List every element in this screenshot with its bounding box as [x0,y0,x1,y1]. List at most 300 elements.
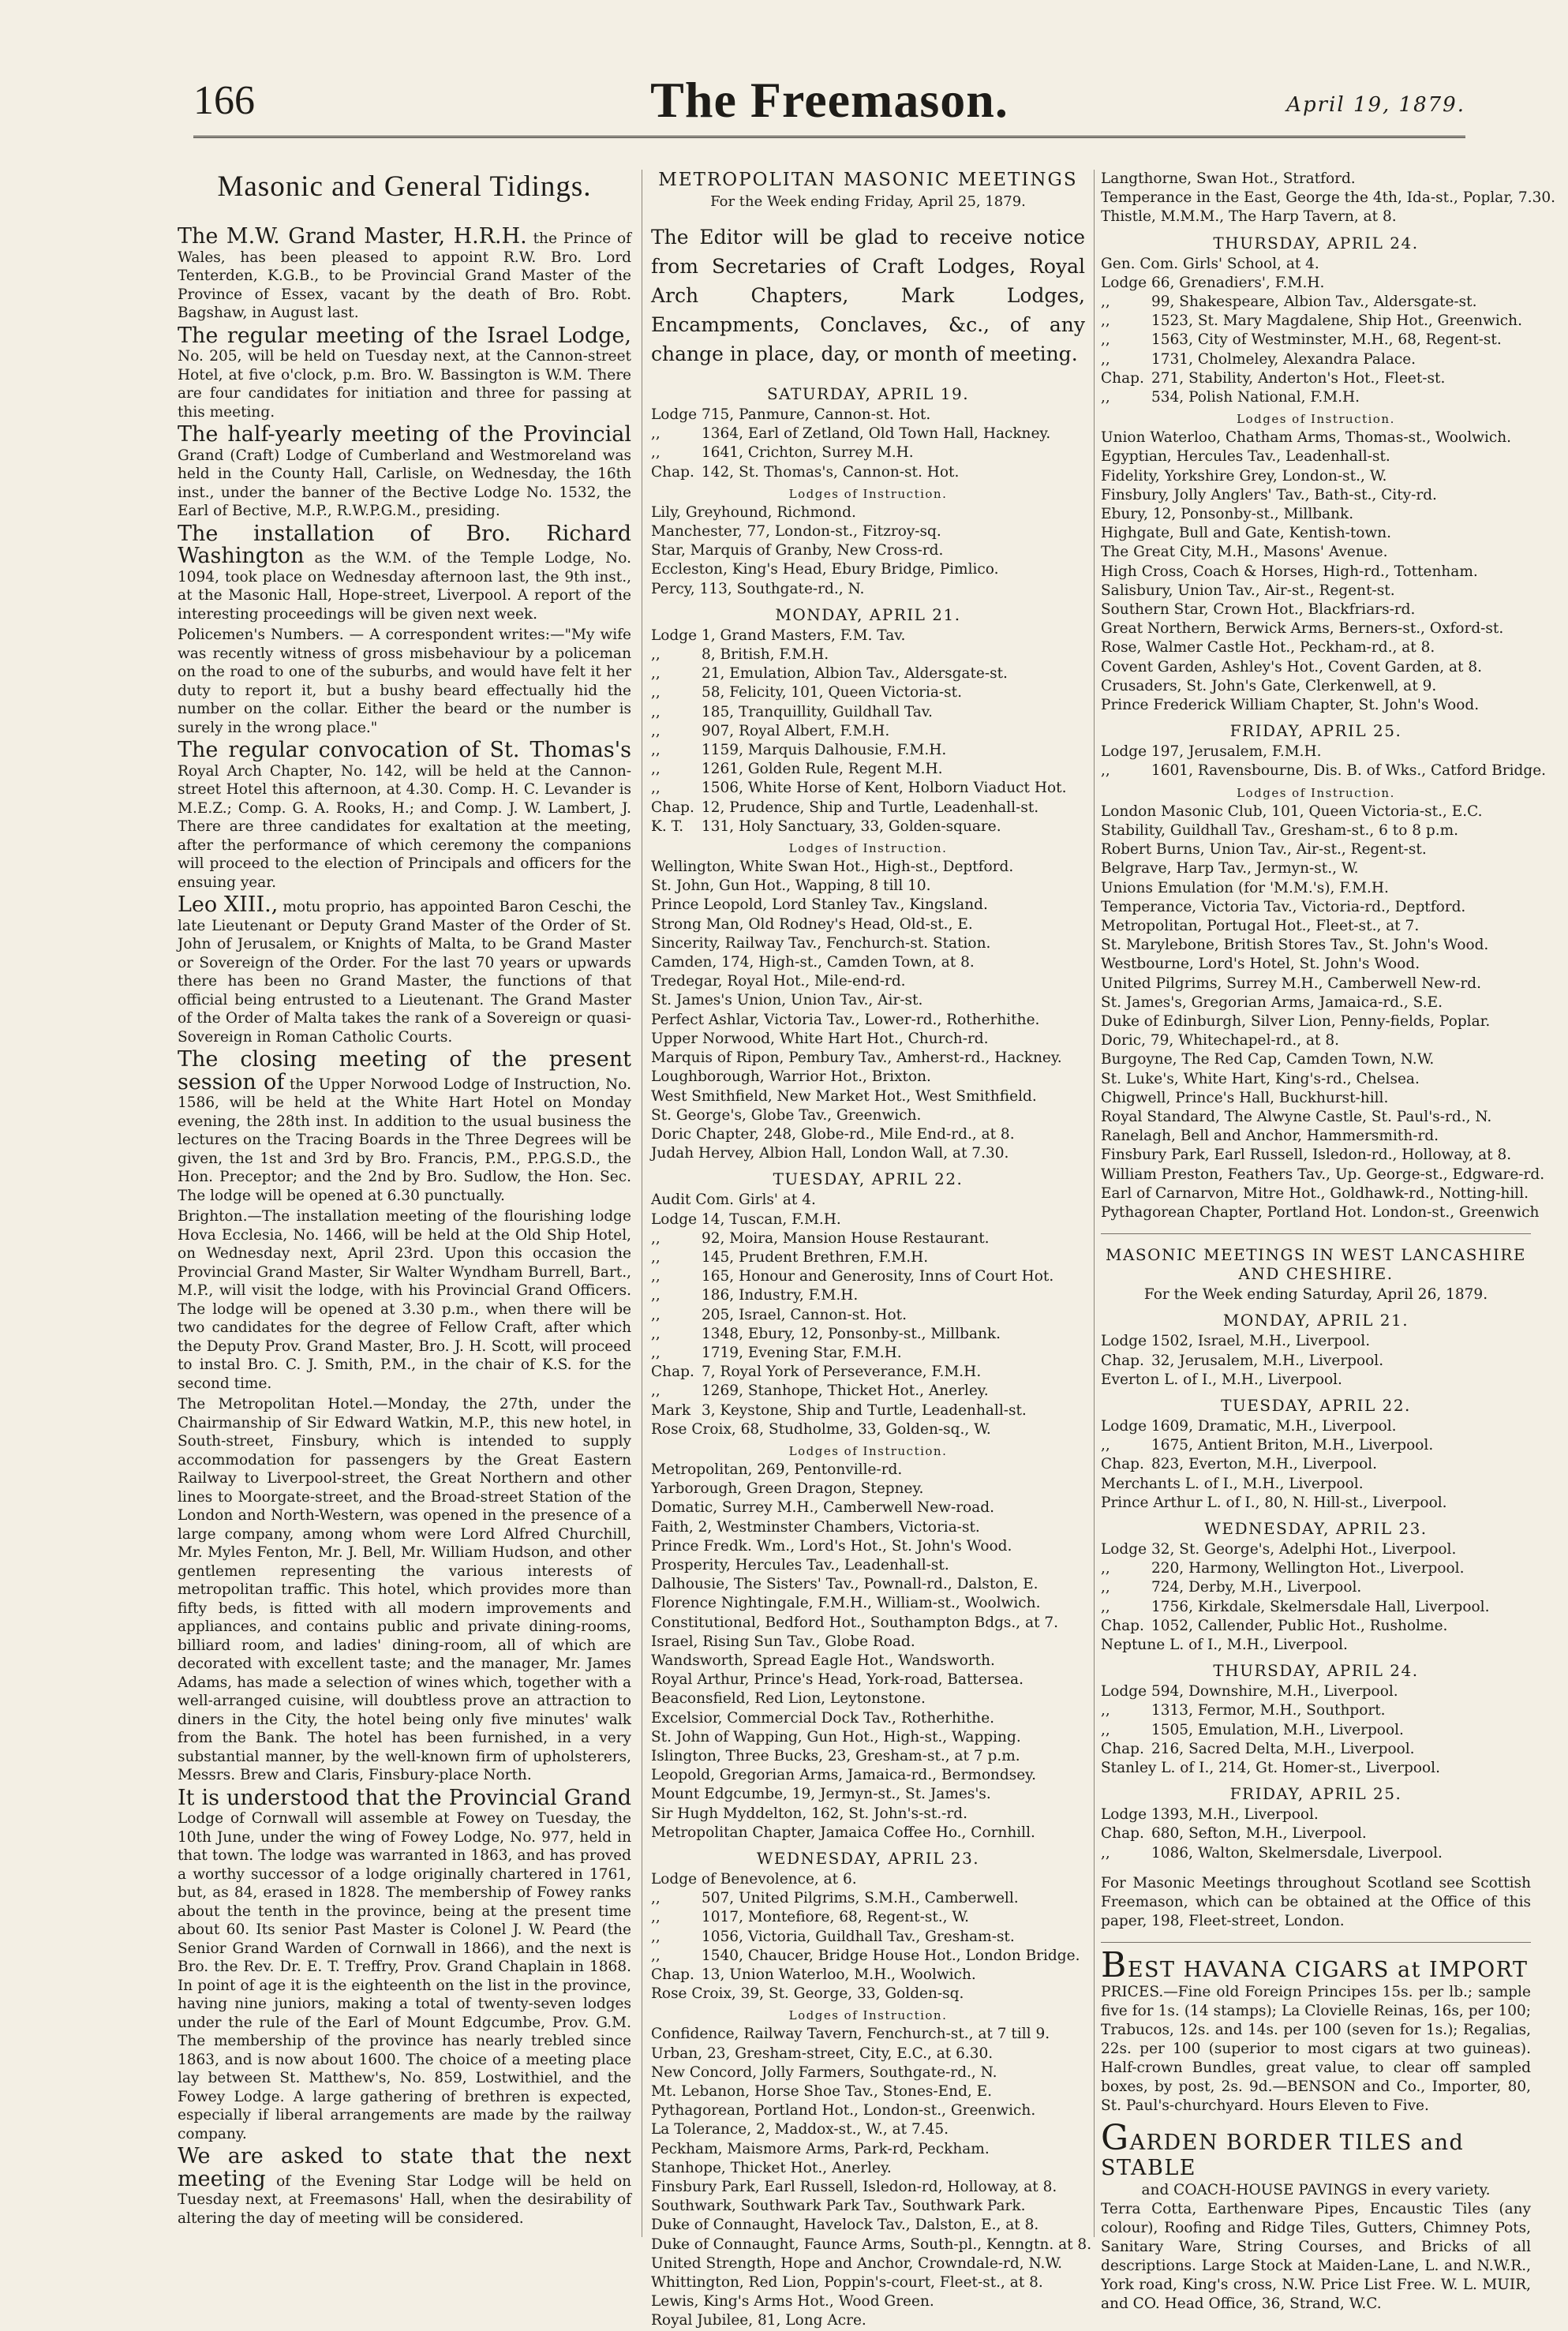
meeting-type: ,, [651,646,661,664]
meeting-line: Neptune L. of I., M.H., Liverpool. [1101,1637,1348,1653]
meeting-entry [651,741,1085,760]
meeting-type: ,, [1101,1844,1110,1861]
meeting-line: Burgoyne, The Red Cap, Camden Town, N.W. [1101,1051,1435,1068]
meeting-entry [651,779,1085,798]
meeting-entry [651,703,1085,722]
meeting-line: Stanhope, Thicket Hot., Anerley. [651,2159,892,2176]
meeting-entry [651,1966,1085,1985]
meeting-entry [651,799,1085,818]
meeting-line: Temperance, Victoria Tav., Victoria-rd., Deptford. [1101,898,1466,915]
instruction-heading: Lodges of Instruction. [1237,785,1395,800]
meeting-entry [1101,761,1547,780]
meeting-entry [651,1947,1085,1966]
meeting-type: ,, [651,684,661,702]
meeting-type: ,, [1101,350,1110,368]
meeting-detail: 1601, Ravensbourne, Dis. B. of Wks., Catford Bridge. [1151,762,1547,780]
meeting-detail: 216, Sacred Delta, M.H., Liverpool. [1151,1740,1415,1757]
meeting-line: Islington, Three Bucks, 23, Gresham-st., at 7 p.m. [651,1748,1020,1764]
meeting-entry [651,463,1085,482]
meeting-line: Finsbury Park, Earl Russell, Isledon-rd, Holloway, at 8. [651,2179,1057,2196]
meeting-line: New Concord, Jolly Farmers, Southgate-rd., N. [651,2063,997,2081]
meeting-line: Southern Star, Crown Hot., Blackfriars-rd. [1101,601,1416,619]
column-rule-2 [1094,170,1095,2237]
meeting-line: Finsbury Park, Earl Russell, Isledon-rd., Holloway, at 8. [1101,1147,1512,1164]
news-paragraph [178,1787,631,2144]
meeting-line: Lodge of Benevolence, at 6. [651,1871,857,1888]
meeting-entry [651,1908,1085,1927]
meeting-line: Metropolitan Chapter, Jamaica Coffee Ho., Cornhill. [651,1824,1035,1841]
meeting-line: Manchester, 77, London-st., Fitzroy-sq. [651,523,941,541]
meeting-line: Merchants L. of I., M.H., Liverpool. [1101,1475,1364,1492]
news-paragraph [178,1049,631,1205]
day-heading: THURSDAY, APRIL 24. [1213,233,1419,253]
meeting-line: Thistle, M.M.M., The Harp Tavern, at 8. [1101,208,1397,226]
meeting-detail: 1056, Victoria, Guildhall Tav., Gresham-st. [702,1928,1015,1945]
meeting-line: St. John of Wapping, Gun Hot., High-st., Wapping. [651,1728,1021,1745]
instruction-heading: Lodges of Instruction. [788,486,948,501]
paragraph-lead: It is understood that the Provincial Grand [178,1785,631,1810]
paragraph-lead: Leo XIII., [178,892,279,917]
meeting-entry [651,1382,1085,1401]
meeting-detail: 165, Honour and Generosity, Inns of Court Hot. [702,1268,1054,1285]
meeting-line: Strong Man, Old Rodney's Head, Old-st., E. [651,915,973,933]
meeting-line: Everton L. of I., M.H., Liverpool. [1101,1371,1342,1388]
meeting-entry [651,1267,1085,1286]
meeting-line: Prince Arthur L. of I., 80, N. Hill-st., Liverpool. [1101,1494,1447,1511]
meeting-type: Mark [651,1401,691,1419]
meeting-line: Fidelity, Yorkshire Grey, London-st., W. [1101,467,1387,485]
meeting-line: Stanley L. of I., 214, Gt. Homer-st., Liverpool. [1101,1760,1440,1777]
paragraph-text: Grand (Craft) Lodge of Cumberland and Westmoreland was held in the County Hall, Carlisle, on Wednesday, the 16th inst., under the banner of the Bective Lodge No. 1532, the Earl of Bective, M.P., R.W.P.G.M., presiding. [178,447,631,519]
meeting-line: Salisbury, Union Tav., Air-st., Regent-st. [1101,582,1395,599]
meeting-line: Great Northern, Berwick Arms, Berners-st., Oxford-st. [1101,620,1504,638]
paragraph-text: motu proprio, has appointed Baron Ceschi, the late Lieutenant or Deputy Grand Master of the Order of St. John of Jerusalem, or Knights of Malta, to be Grand Master or Sovereign of the Order. For the last 70 years or upwards there has been no Grand Master, the functions of that official being entrusted to a Lieutenant. The Grand Master of the Order of Malta takes the rank of a Sovereign or quasi-Sovereign in Roman Catholic Courts. [178,899,631,1046]
meeting-type: Chap. [1101,1740,1144,1757]
meeting-type: ,, [651,761,661,778]
day-heading: WEDNESDAY, APRIL 23. [756,1849,980,1869]
meeting-line: Robert Burns, Union Tav., Air-st., Regent-st. [1101,841,1427,859]
meeting-line: Lily, Greyhound, Richmond. [651,503,856,521]
meeting-line: Domatic, Surrey M.H., Camberwell New-road. [651,1499,994,1517]
meeting-detail: 13, Union Waterloo, M.H., Woolwich. [702,1966,976,1984]
meeting-detail: 8, British, F.M.H. [702,646,829,664]
meeting-detail: 1017, Montefiore, 68, Regent-st., W. [702,1909,970,1926]
meeting-entry [1101,274,1531,293]
meeting-type: K. T. [651,818,684,835]
meeting-line: Duke of Connaught, Faunce Arms, South-pl., Kenngtn. at 8. [651,2236,1092,2253]
meeting-entry [1101,1844,1531,1863]
meeting-detail: 7, Royal York of Perseverance, F.M.H. [702,1364,982,1381]
section-divider [1101,1233,1531,1234]
newspaper-title: The Freemason. [650,72,1009,128]
meeting-detail: 907, Royal Albert, F.M.H. [702,722,890,739]
meeting-detail: 1348, Ebury, 12, Ponsonby-st., Millbank. [702,1325,1001,1342]
meeting-detail: 1, Grand Masters, F.M. Tav. [702,627,906,644]
meeting-entry [651,683,1085,702]
meeting-line: Temperance in the East, George the 4th, Ida-st., Poplar, 7.30. [1101,189,1555,207]
meeting-line: London Masonic Club, 101, Queen Victoria-st., E.C. [1101,803,1483,820]
meeting-detail: 142, St. Thomas's, Cannon-st. Hot. [702,463,960,481]
meeting-line: Metropolitan, 269, Pentonville-rd. [651,1461,903,1478]
paragraph-lead: The installation of Bro. Richard Washington [178,521,631,568]
meeting-line: Wellington, White Swan Hot., High-st., Deptford. [651,859,1014,876]
advert-title: EST HAVANA CIGARS at IMPORT [1127,1957,1529,1982]
meeting-line: Constitutional, Bedford Hot., Southampton Bdgs., at 7. [651,1614,1059,1631]
meeting-line: Lewis, King's Arms Hot., Wood Green. [651,2293,934,2310]
meeting-type: Lodge [651,627,698,644]
meeting-detail: 823, Everton, M.H., Liverpool. [1151,1456,1378,1473]
meeting-detail: 1261, Golden Rule, Regent M.H. [702,761,943,778]
meeting-entry [651,1210,1085,1229]
news-paragraph [178,523,631,624]
meeting-type: Lodge [1101,1333,1147,1350]
instruction-heading: Lodges of Instruction. [788,1443,948,1458]
day-heading: MONDAY, APRIL 21. [1222,1311,1409,1330]
meeting-line: Rose, Walmer Castle Hot., Peckham-rd., at 8. [1101,639,1435,657]
meeting-entry [1101,743,1531,761]
meeting-detail: 58, Felicity, 101, Queen Victoria-st. [702,684,962,702]
meeting-detail: 99, Shakespeare, Albion Tav., Aldersgate-st. [1151,294,1477,311]
meeting-line: Highgate, Bull and Gate, Kentish-town. [1101,525,1392,542]
meeting-type: ,, [651,1947,661,1964]
meeting-line: Langthorne, Swan Hot., Stratford. [1101,170,1356,187]
paragraph-text: Royal Arch Chapter, No. 142, will be held at the Cannon-street Hotel this afternoon, at 4.30. Comp. H. C. Levander is M.E.Z.; Comp. G. A. Rooks, H.; and Comp. J. W. Lambert, J. There are three candidates for exaltation at the meeting, after the performance of which ceremony the companions will proceed to the election of Principals and officers for the ensuing year. [178,762,631,891]
meeting-type: Chap. [651,1966,694,1984]
masthead [193,71,1465,138]
meeting-line: Peckham, Maismore Arms, Park-rd, Peckham. [651,2140,990,2157]
meeting-type: ,, [651,444,661,462]
tidings-heading: Masonic and General Tidings. [217,170,592,203]
meeting-entry [1101,1436,1531,1455]
meeting-line: Audit Com. Girls' at 4. [651,1192,816,1209]
paragraph-text: Brighton.—The installation meeting of the flourishing lodge Hova Ecclesia, No. 1466, will be held at the Old Ship Hotel, on Wednesday next, April 23rd. Upon this occasion the Provincial Grand Master, Sir Walter Wyndham Burrell, Bart., M.P., will visit the lodge, with his Provincial Grand Officers. The lodge will be opened at 3.30 p.m., when there will be two candidates for the degree of Fellow Craft, after which the Deputy Prov. Grand Master, Bro. J. H. Scott, will proceed to instal Bro. C. J. Smith, P.M., in the chair of K.S. for the second time. [178,1208,631,1392]
meeting-line: Egyptian, Hercules Tav., Leadenhall-st. [1101,448,1390,466]
meeting-type: ,, [1101,1579,1110,1596]
meeting-type: ,, [1101,762,1110,780]
meeting-entry [1101,350,1531,369]
meeting-entry [651,760,1085,779]
meeting-type: ,, [1101,1560,1110,1577]
meeting-entry [651,1928,1085,1947]
meeting-entry [651,1325,1085,1344]
meeting-type: ,, [651,1344,661,1361]
meeting-detail: 185, Tranquillity, Guildhall Tav. [702,703,933,720]
paragraph-lead: The M.W. Grand Master, H.R.H. [178,224,527,249]
meeting-type: Lodge [1101,1417,1147,1435]
meeting-type: Chap. [1101,369,1144,387]
paragraph-text: as the W.M. of the Temple Lodge, No. 1094, took place on Wednesday afternoon last, the 9th inst., at the Masonic Hall, Hope-street, Liverpool. A report of the interesting proceedings will be given next week. [178,550,631,623]
meeting-entry [1101,1417,1531,1436]
meeting-detail: 1505, Emulation, M.H., Liverpool. [1151,1721,1404,1738]
meeting-line: Finsbury, Jolly Anglers' Tav., Bath-st., City-rd. [1101,486,1437,503]
meeting-entry [651,425,1085,443]
paragraph-lead: The regular meeting of the Israel Lodge, [178,323,631,348]
day-heading: FRIDAY, APRIL 25. [1229,1784,1402,1804]
meeting-line: Ranelagh, Bell and Anchor, Hammersmith-rd. [1101,1128,1439,1145]
column-meetings-continued [1101,170,1555,2313]
meeting-type: ,, [651,1306,661,1323]
meeting-line: The Great City, M.H., Masons' Avenue. [1101,544,1388,561]
meeting-line: Covent Garden, Ashley's Hot., Covent Garden, at 8. [1101,658,1482,675]
meeting-type: Chap. [1101,1352,1144,1369]
meeting-type: ,, [651,1268,661,1285]
advert-heading [1101,1944,1531,1985]
meeting-detail: 1675, Antient Briton, M.H., Liverpool. [1151,1437,1434,1454]
meeting-type: ,, [1101,1437,1110,1454]
meeting-line: Leopold, Gregorian Arms, Jamaica-rd., Bermondsey. [651,1767,1037,1784]
meeting-detail: 1563, City of Westminster, M.H., 68, Regent-st. [1151,331,1502,349]
meeting-line: Judah Hervey, Albion Hall, London Wall, at 7.30. [651,1145,1009,1162]
paragraph-text: Lodge of Cornwall will assemble at Fowey on Tuesday, the 10th June, under the wing of Fowey Lodge, No. 977, held in that town. The lodge was warranted in 1863, and has proved a worthy successor of a lodge originally chartered in 1761, but, as 84, erased in 1828. The membership of Fowey ranks about the tenth in the province, being at the present time about 60. Its senior Past Master is Colonel J. W. Peard (the Senior Grand Warden of Cornwall in 1866), and the next is Bro. the Rev. Dr. E. T. Treffry, Prov. Grand Chaplain in 1868. In point of age it is the eighteenth on the list in the province, having nine juniors, making a total of twenty-seven lodges under the rule of the Earl of Mount Edgcumbe, Prov. G.M. The membership of the province has nearly trebled since 1863, and is now about 1600. The choice of a meeting place lay between St. Matthew's, No. 859, Lostwithiel, and the Fowey Lodge. A large gathering of brethren is expected, especially if liberal arrangements are made by the railway company. [178,1810,631,2142]
meetings-list-continued [1101,170,1555,1943]
news-paragraph [178,894,631,1046]
meeting-detail: 1731, Cholmeley, Alexandra Palace. [1151,350,1416,368]
meeting-line: St. James's Union, Union Tav., Air-st. [651,992,923,1009]
meeting-line: Southwark, Southwark Park Tav., Southwark Park. [651,2198,1026,2215]
meeting-entry [651,1286,1085,1305]
meeting-detail: 21, Emulation, Albion Tav., Aldersgate-st. [702,665,1008,683]
meeting-line: Excelsior, Commercial Dock Tav., Rotherhithe. [651,1709,995,1727]
meeting-line: United Pilgrims, Surrey M.H., Camberwell New-rd. [1101,975,1482,992]
meeting-line: Wandsworth, Spread Eagle Hot., Wandsworth. [651,1652,995,1669]
meeting-line: Confidence, Railway Tavern, Fenchurch-st., at 7 till 9. [651,2026,1050,2043]
day-heading: TUESDAY, APRIL 22. [773,1169,964,1189]
meeting-detail: 197, Jerusalem, F.M.H. [1151,743,1322,761]
meeting-line: Rose Croix, 39, St. George, 33, Golden-sq. [651,1985,964,2003]
meeting-entry [1101,1598,1531,1617]
meeting-entry [1101,293,1531,312]
meeting-detail: 92, Moira, Mansion House Restaurant. [702,1229,990,1247]
meeting-line: Mount Edgcumbe, 19, Jermyn-st., St. James's. [651,1786,991,1803]
meeting-detail: 271, Stability, Anderton's Hot., Fleet-st. [1151,369,1446,387]
meeting-detail: 14, Tuscan, F.M.H. [702,1210,841,1228]
meeting-entry [1101,1559,1531,1578]
meeting-line: Mt. Lebanon, Horse Shoe Tav., Stones-End, E. [651,2083,993,2101]
instruction-heading: Lodges of Instruction. [788,841,948,856]
meeting-detail: 1756, Kirkdale, Skelmersdale Hall, Liverpool. [1151,1598,1490,1615]
meeting-detail: 1609, Dramatic, M.H., Liverpool. [1151,1417,1397,1435]
meeting-entry [1101,1805,1531,1824]
day-heading: SATURDAY, APRIL 19. [766,384,970,403]
column-metropolitan-meetings [651,170,1092,2329]
meeting-entry [1101,312,1531,331]
meeting-entry [651,1344,1085,1363]
day-heading: WEDNESDAY, APRIL 23. [1204,1518,1428,1538]
meeting-detail: 3, Keystone, Ship and Turtle, Leadenhall-st. [702,1401,1027,1419]
meeting-entry [651,664,1085,683]
advert-heading [1101,2117,1531,2181]
drop-cap: B [1101,1944,1128,1985]
meeting-entry [1101,1682,1531,1701]
paragraph-text: of the Evening Star Lodge will be held on Tuesday next, at Freemasons' Hall, when the desirability of altering the day of meeting will be considered. [178,2172,631,2227]
meeting-line: St. George's, Globe Tav., Greenwich. [651,1106,922,1124]
meeting-detail: 724, Derby, M.H., Liverpool. [1151,1579,1362,1596]
issue-date: April 19, 1879. [1286,93,1465,117]
instruction-heading: Lodges of Instruction. [788,2008,948,2023]
column-tidings [178,170,631,2245]
meeting-detail: 1313, Fermor, M.H., Southport. [1151,1702,1386,1719]
meeting-type: ,, [651,780,661,797]
meeting-type: ,, [651,1383,661,1400]
news-paragraph [178,325,631,422]
meeting-entry [1101,1332,1531,1351]
meeting-detail: 12, Prudence, Ship and Turtle, Leadenhall-st. [702,799,1039,816]
meetings-list [651,384,1092,2331]
meeting-line: Yarborough, Green Dragon, Stepney. [651,1480,924,1498]
meeting-detail: 1052, Callender, Public Hot., Rusholme. [1151,1617,1448,1634]
meeting-entry [651,406,1085,425]
meeting-line: Rose Croix, 68, Studholme, 33, Golden-sq., W. [651,1420,991,1438]
meeting-line: Chigwell, Prince's Hall, Buckhurst-hill. [1101,1089,1389,1106]
meeting-line: Tredegar, Royal Hot., Mile-end-rd. [651,973,906,990]
meeting-line: Belgrave, Harp Tav., Jermyn-st., W. [1101,860,1359,877]
meeting-type: Lodge [1101,1683,1147,1701]
meeting-type: ,, [1101,1721,1110,1738]
meeting-entry [1101,1617,1531,1636]
meeting-entry [651,722,1085,741]
day-heading: MONDAY, APRIL 21. [775,604,961,624]
meeting-line: High Cross, Coach & Horses, High-rd., Tottenham. [1101,563,1478,580]
meeting-detail: 507, United Pilgrims, S.M.H., Camberwell. [702,1890,1019,1907]
meeting-entry [1101,1455,1531,1474]
meeting-detail: 1086, Walton, Skelmersdale, Liverpool. [1151,1844,1443,1861]
meeting-detail: 66, Grenadiers', F.M.H. [1151,274,1325,291]
meetings-subheading: For the Week ending Friday, April 25, 1879. [710,193,1026,210]
meeting-type: ,, [651,1287,661,1304]
meeting-line: Prince Leopold, Lord Stanley Tav., Kingsland. [651,896,988,914]
meeting-line: Ebury, 12, Ponsonby-st., Millbank. [1101,506,1354,523]
meeting-detail: 145, Prudent Brethren, F.M.H. [702,1248,929,1266]
meeting-entry [1101,1721,1531,1740]
meeting-type: ,, [651,665,661,683]
meeting-entry [651,443,1085,462]
meeting-type: ,, [651,1229,661,1247]
meeting-line: Prince Fredk. Wm., Lord's Hot., St. John's Wood. [651,1537,1012,1555]
meeting-line: Star, Marquis of Granby, New Cross-rd. [651,542,944,559]
meeting-type: Chap. [651,463,694,481]
meeting-entry [651,1229,1085,1248]
advert-body: PRICES.—Fine old Foreign Principes 15s. per lb.; sample five for 1s. (14 stamps); La Clovielle Reinas, 16s, per 100; Trabucos, 12s. and 14s. per 100 (seven for 1s.); Regalias, 22s. per 100 (superior to most cigars at two guineas). Half-crown Bundles, great value, to clear off sampled boxes, by post, 2s. 9d.—BENSON and Co., Importer, 80, St. Paul's-churchyard. Hours Eleven to Five. [1101,1983,1531,2114]
meeting-entry [1101,1540,1531,1559]
news-paragraph [178,626,631,737]
meeting-entry [651,1306,1085,1325]
meeting-type: Lodge [651,406,698,423]
meeting-line: Gen. Com. Girls' School, at 4. [1101,255,1319,272]
advert-body: Terra Cotta, Earthenware Pipes, Encaustic Tiles (any colour), Roofing and Ridge Tiles, Gutters, Chimney Pots, Sanitary Ware, String Courses, and Bricks of all descriptions. Large Stock at Maiden-Lane, L. and N.W.R., York road, King's cross, N.W. Price List Free. W. L. MUIR, and CO. Head Office, 36, Strand, W.C. [1101,2201,1531,2313]
meeting-type: ,, [651,703,661,720]
day-heading: TUESDAY, APRIL 22. [1221,1395,1411,1415]
paragraph-lead: The half-yearly meeting of the Provincial [178,422,631,447]
meetings-heading: METROPOLITAN MASONIC MEETINGS [658,170,1078,190]
meeting-line: St. Marylebone, British Stores Tav., St. John's Wood. [1101,937,1489,954]
editor-notice: The Editor will be glad to receive notice from Secretaries of Craft Lodges, Royal Arch Chapters, Mark Lodges, Encampments, Conclaves, &c., of any change in place, day, or month of meeting. [651,226,1085,365]
meeting-entry [1101,1740,1531,1759]
meeting-line: Israel, Rising Sun Tav., Globe Road. [651,1633,915,1650]
day-heading: FRIDAY, APRIL 25. [1229,721,1402,741]
paragraph-lead: The regular convocation of St. Thomas's [178,738,631,762]
meeting-line: Marquis of Ripon, Pembury Tav., Amherst-rd., Hackney. [651,1050,1062,1067]
advertisements [1101,1944,1531,2314]
meeting-line: Pythagorean Chapter, Portland Hot. London-st., Greenwich [1101,1203,1540,1221]
advert-subtitle: and COACH-HOUSE PAVINGS in every variety. [1141,2181,1491,2198]
meeting-line: Camden, 174, High-st., Camden Town, at 8. [651,954,975,971]
news-paragraph [178,226,631,323]
meeting-type: ,, [651,742,661,759]
meeting-line: Whittington, Red Lion, Poppin's-court, Fleet-st., at 8. [651,2274,1043,2292]
meeting-detail: 534, Polish National, F.M.H. [1151,389,1360,406]
meeting-detail: 1393, M.H., Liverpool. [1151,1806,1319,1824]
meeting-type: ,, [651,1890,661,1907]
meeting-type: ,, [1101,1598,1110,1615]
meeting-type: ,, [1101,294,1110,311]
meeting-entry [651,1889,1085,1908]
meeting-type: Lodge [651,1210,698,1228]
meeting-line: Royal Standard, The Alwyne Castle, St. Paul's-rd., N. [1101,1108,1492,1125]
meeting-type: ,, [1101,389,1110,406]
meeting-line: Sir Hugh Myddelton, 162, St. John's-st.-rd. [651,1805,967,1822]
meeting-entry [1101,369,1531,388]
meeting-type: Chap. [651,1364,694,1381]
meeting-entry [1101,1578,1531,1597]
meeting-line: Royal Jubilee, 81, Long Acre. [651,2312,866,2329]
news-paragraph [178,1207,631,1393]
scotland-note: For Masonic Meetings throughout Scotland see Scottish Freemason, which can be obtained at the Office of this paper, 198, Fleet-street, London. [1101,1874,1531,1929]
meeting-detail: 715, Panmure, Cannon-st. Hot. [702,406,931,423]
meeting-detail: 205, Israel, Cannon-st. Hot. [702,1306,907,1323]
meeting-line: Duke of Edinburgh, Silver Lion, Penny-fields, Poplar. [1101,1012,1491,1030]
meeting-line: Crusaders, St. John's Gate, Clerkenwell, at 9. [1101,677,1437,694]
meeting-type: ,, [1101,331,1110,349]
meeting-type: ,, [651,1325,661,1342]
news-paragraph [178,424,631,521]
meeting-detail: 1719, Evening Star, F.M.H. [702,1344,902,1361]
meeting-type: Chap. [1101,1456,1144,1473]
meeting-line: St. Luke's, White Hart, King's-rd., Chelsea. [1101,1070,1420,1087]
meeting-line: Eccleston, King's Head, Ebury Bridge, Pimlico. [651,561,999,578]
meeting-line: Stability, Guildhall Tav., Gresham-st., 6 to 8 p.m. [1101,821,1459,839]
meeting-entry [1101,1701,1531,1720]
paragraph-text: the Upper Norwood Lodge of Instruction, No. 1586, will be held at the White Hart Hotel on Monday evening, the 28th inst. In addition to the usual business the lectures on the Tracing Boards in the Three Degrees will be given, the 1st and 3rd by Bro. Francis, P.M., P.P.G.S.D., the Hon. Preceptor; and the 2nd by Bro. Sudlow, the Hon. Sec. The lodge will be opened at 6.30 punctually. [178,1076,631,1204]
paragraph-text: the Prince of Wales, has been pleased to appoint R.W. Bro. Lord Tenterden, K.G.B., to be Provincial Grand Master of the Province of Essex, vacant by the death of Bro. Robt. Bagshaw, in August last. [178,230,632,321]
meeting-line: Beaconsfield, Red Lion, Leytonstone. [651,1690,926,1708]
meeting-detail: 1269, Stanhope, Thicket Hot., Anerley. [702,1383,989,1400]
meeting-type: Chap. [651,799,694,816]
meeting-type: ,, [1101,312,1110,330]
meeting-line: Prince Frederick William Chapter, St. John's Wood. [1101,697,1480,714]
meeting-detail: 1159, Marquis Dalhousie, F.M.H. [702,742,947,759]
meeting-line: St. James's, Gregorian Arms, Jamaica-rd., S.E. [1101,993,1443,1011]
meeting-line: Westbourne, Lord's Hotel, St. John's Wood. [1101,956,1420,973]
meeting-entry [1101,331,1531,350]
meeting-entry [651,645,1085,664]
meeting-detail: 1641, Crichton, Surrey M.H. [702,444,914,462]
meeting-entry [651,627,1085,645]
meeting-line: St. John, Gun Hot., Wapping, 8 till 10. [651,877,931,895]
meeting-type: ,, [651,1909,661,1926]
meeting-detail: 1364, Earl of Zetland, Old Town Hall, Hackney. [702,425,1051,443]
meeting-detail: 32, St. George's, Adelphi Hot., Liverpool. [1151,1540,1457,1558]
meeting-line: Pythagorean, Portland Hot., London-st., Greenwich. [651,2102,1036,2120]
section-note: For the Week ending Saturday, April 26, 1879. [1143,1286,1488,1304]
meeting-detail: 220, Harmony, Wellington Hot., Liverpool. [1151,1560,1465,1577]
meeting-line: United Strength, Hope and Anchor, Crowndale-rd, N.W. [651,2254,1063,2272]
meeting-entry [1101,388,1531,407]
meeting-line: Royal Arthur, Prince's Head, York-road, Battersea. [651,1671,1024,1689]
meeting-type: ,, [651,1248,661,1266]
meeting-type: ,, [1101,1702,1110,1719]
meeting-type: ,, [651,722,661,739]
news-paragraph [178,1395,631,1785]
